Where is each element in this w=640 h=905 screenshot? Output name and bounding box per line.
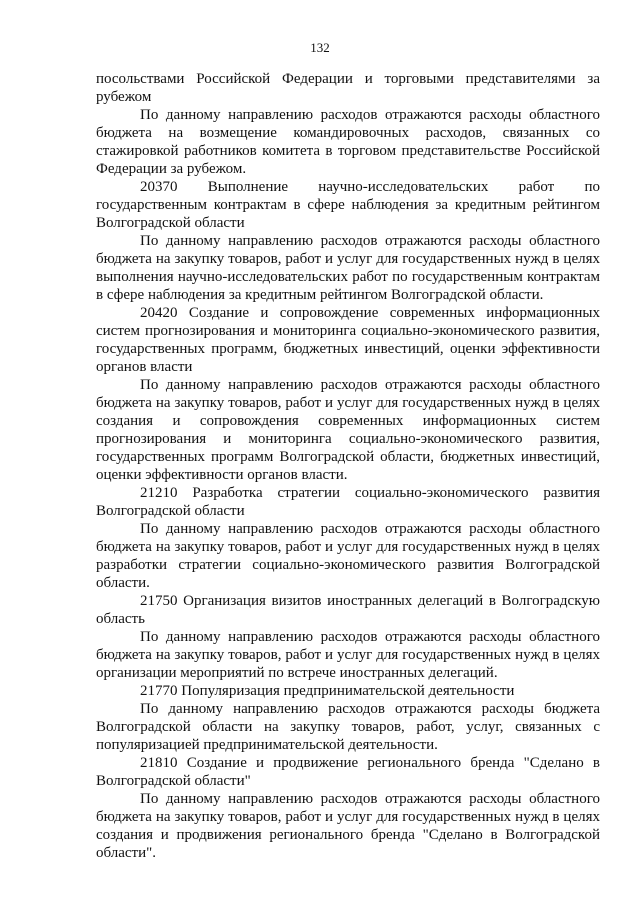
- paragraph: По данному направлению расходов отражаются расходы областного бюджета на закупку товаров, работ и услуг для государственных нужд в целях создания и сопровождения современных информационных систем прогнозирования и мониторинга социально-экономического развития, государственных программ Волгоградской области, бюджетных инвестиций, оценки эффективности органов власти.: [96, 377, 600, 483]
- paragraph: 20370 Выполнение научно-исследовательских работ по государственным контрактам в сфере наблюдения за кредитным рейтингом Волгоградской области: [96, 179, 600, 231]
- paragraph: По данному направлению расходов отражаются расходы областного бюджета на закупку товаров, работ и услуг для государственных нужд в целях выполнения научно-исследовательских работ по государственным контрактам в сфере наблюдения за кредитным рейтингом Волгоградской области.: [96, 233, 600, 303]
- page-number: 132: [310, 40, 330, 55]
- document-body: [96, 70, 600, 862]
- paragraph: По данному направлению расходов отражаются расходы областного бюджета на закупку товаров, работ и услуг для государственных нужд в целях организации мероприятий по встрече иностранных делегаций.: [96, 629, 600, 681]
- paragraph: По данному направлению расходов отражаются расходы областного бюджета на закупку товаров, работ и услуг для государственных нужд в целях разработки стратегии социально-экономического развития Волгоградской области.: [96, 521, 600, 591]
- paragraph: посольствами Российской Федерации и торговыми представителями за рубежом: [96, 71, 600, 105]
- paragraph: 21210 Разработка стратегии социально-экономического развития Волгоградской области: [96, 485, 600, 519]
- paragraph: 21750 Организация визитов иностранных делегаций в Волгоградскую область: [96, 593, 600, 627]
- paragraph: По данному направлению расходов отражаются расходы бюджета Волгоградской области на закупку товаров, работ, услуг, связанных с популяризацией предпринимательской деятельности.: [96, 701, 600, 753]
- paragraph: 21770 Популяризация предпринимательской деятельности: [140, 683, 515, 699]
- paragraph: 21810 Создание и продвижение регионального бренда "Сделано в Волгоградской области": [96, 755, 600, 789]
- paragraph: По данному направлению расходов отражаются расходы областного бюджета на возмещение командировочных расходов, связанных со стажировкой работников комитета в торговом представительстве Российской Федерации за рубежом.: [96, 107, 600, 177]
- paragraph: По данному направлению расходов отражаются расходы областного бюджета на закупку товаров, работ и услуг для государственных нужд в целях создания и продвижения регионального бренда "Сделано в Волгоградской области".: [96, 791, 600, 861]
- paragraph: 20420 Создание и сопровождение современных информационных систем прогнозирования и мониторинга социально-экономического развития, государственных программ, бюджетных инвестиций, оценки эффективности органов власти: [96, 305, 600, 375]
